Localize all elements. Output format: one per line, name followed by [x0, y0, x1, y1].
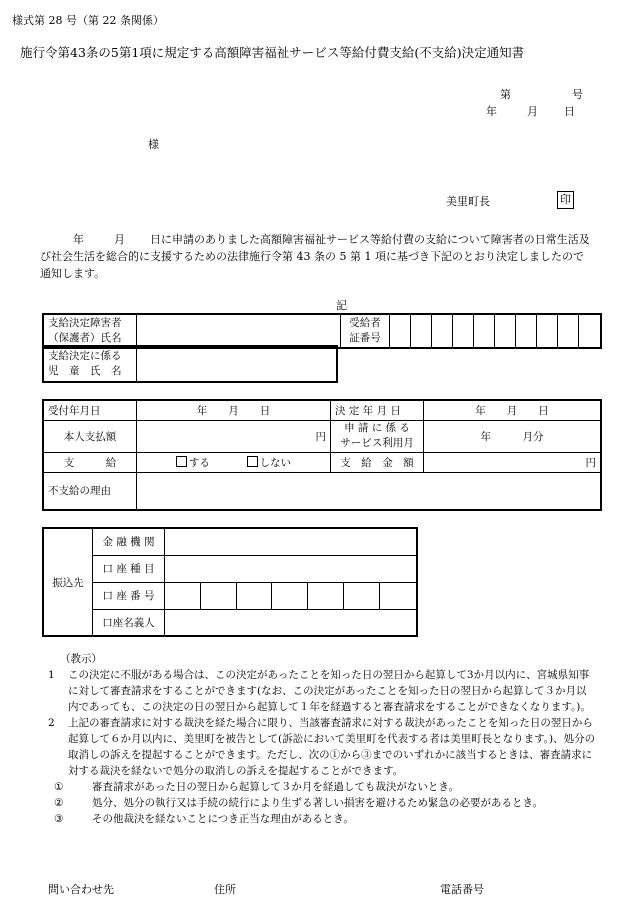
suru-label: する	[188, 456, 210, 469]
cert-digit[interactable]	[495, 314, 516, 348]
amount-label: 支 給 金 額	[331, 452, 424, 472]
instruction-item-1: 1 この決定に不服がある場合は、この決定があったことを知った日の翌日から起算して3か月以内に、宮城県知事に対して審査請求をすることができます(なお、この決定があったことを知った日の翌日から起算して３か月以内であっても、この決定の日の翌日から起算して１年を経過すると審査請求をすることができなくなります。)。	[48, 669, 591, 713]
date-month: 月	[527, 105, 538, 118]
cert-digit[interactable]	[390, 314, 411, 348]
bank-name-field[interactable]	[165, 528, 418, 555]
account-number-label: 口 座 番 号	[93, 582, 165, 609]
bank-table	[42, 527, 418, 637]
reason-label: 不支給の理由	[43, 472, 137, 510]
shikyu-label: 支 給	[43, 452, 137, 472]
shikyu-options	[137, 452, 331, 472]
address-label: 住所	[214, 883, 236, 896]
furikomi-label: 振込先	[43, 528, 93, 636]
cert-digit[interactable]	[516, 314, 537, 348]
child-table	[42, 345, 338, 383]
cert-digit[interactable]	[453, 314, 474, 348]
cert-digit[interactable]	[474, 314, 495, 348]
cert-digit[interactable]	[558, 314, 579, 348]
cert-digit[interactable]	[579, 314, 601, 348]
decision-table	[42, 399, 602, 511]
received-date-label: 受付年月日	[43, 400, 137, 420]
suru-checkbox[interactable]	[176, 456, 187, 467]
issuer-name: 美里町長	[446, 195, 490, 208]
recipient-table	[42, 313, 602, 349]
account-digit[interactable]	[343, 582, 379, 609]
intro-text: 日に申請のありました高額障害福祉サービス等給付費の支給について障害者の日常生活及び社会生活を総合的に支援するための法律施行令第 43 条の 5 第 1 項に基づき下記のとおり決定しましたので通知します。	[40, 233, 590, 280]
child-name-field[interactable]	[137, 346, 338, 382]
service-month-field[interactable]: 年 月分	[424, 420, 602, 452]
account-digit[interactable]	[379, 582, 417, 609]
service-month-label: 申 請 に 係 る サービス利用月	[331, 420, 424, 452]
payment-label: 本人支払額	[43, 420, 137, 452]
instructions	[48, 651, 596, 827]
date-year: 年	[486, 105, 497, 118]
account-holder-label: 口座名義人	[93, 609, 165, 636]
reason-field[interactable]	[137, 472, 602, 510]
intro-month: 月	[114, 233, 125, 246]
intro-paragraph	[40, 231, 590, 282]
ki-heading: 記	[336, 299, 347, 312]
recipient-name-label: 支給決定障害者 （保護者）氏名	[43, 314, 137, 348]
doc-number-go: 号	[572, 88, 583, 101]
cert-digit[interactable]	[411, 314, 432, 348]
account-digit[interactable]	[272, 582, 308, 609]
instruction-sub-1: ① 審査請求があった日の翌日から起算して３か月を経過しても裁決がないとき。	[54, 781, 459, 793]
account-digit[interactable]	[165, 582, 201, 609]
cert-digit[interactable]	[432, 314, 453, 348]
bank-name-label: 金 融 機 関	[93, 528, 165, 555]
addressee-honorific: 様	[148, 138, 159, 151]
recipient-name-field[interactable]	[137, 314, 341, 348]
account-digit[interactable]	[200, 582, 236, 609]
intro-year: 年	[73, 233, 84, 246]
instructions-heading: （教示）	[60, 653, 102, 665]
phone-label: 電話番号	[440, 883, 484, 896]
cert-digit[interactable]	[537, 314, 558, 348]
decision-date-label: 決 定 年 月 日	[331, 400, 424, 420]
account-type-field[interactable]	[165, 555, 418, 582]
contact-label: 問い合わせ先	[48, 883, 114, 896]
instruction-item-2: 2 上記の審査請求に対する裁決を経た場合に限り、当該審査請求に対する裁決があったことを知った日の翌日から起算して６か月以内に、美里町を被告として(訴訟において美里町を代表する者は美里町長となります。)、処分の取消しの訴えを提起することができます。ただし、次の①から③までのいずれかに該当するときは、審査請求に対する裁決を経ないで処分の取消しの訴えを提起することができます。	[48, 717, 596, 777]
seal-mark: 印	[557, 191, 574, 209]
date-day: 日	[564, 105, 575, 118]
doc-number-dai: 第	[500, 88, 511, 101]
child-name-label: 支給決定に係る 児 童 氏 名	[43, 346, 137, 382]
account-type-label: 口 座 種 目	[93, 555, 165, 582]
decision-date-field[interactable]: 年 月 日	[424, 400, 602, 420]
amount-field[interactable]: 円	[424, 452, 602, 472]
form-number: 様式第 28 号（第 22 条関係）	[12, 14, 164, 27]
received-date-field[interactable]: 年 月 日	[137, 400, 331, 420]
account-holder-field[interactable]	[165, 609, 418, 636]
instruction-sub-3: ③ その他裁決を経ないことにつき正当な理由があるとき。	[54, 813, 354, 825]
cert-number-label: 受給者 証番号	[341, 314, 390, 348]
instruction-sub-2: ② 処分、処分の執行又は手続の続行により生ずる著しい損害を避けるため緊急の必要があるとき。	[54, 797, 544, 809]
account-digit[interactable]	[236, 582, 272, 609]
shinai-label: しない	[259, 456, 292, 469]
payment-field[interactable]: 円	[137, 420, 331, 452]
account-digit[interactable]	[308, 582, 344, 609]
document-title: 施行令第43条の5第1項に規定する高額障害福祉サービス等給付費支給(不支給)決定通知書	[20, 45, 525, 60]
shinai-checkbox[interactable]	[247, 456, 258, 467]
